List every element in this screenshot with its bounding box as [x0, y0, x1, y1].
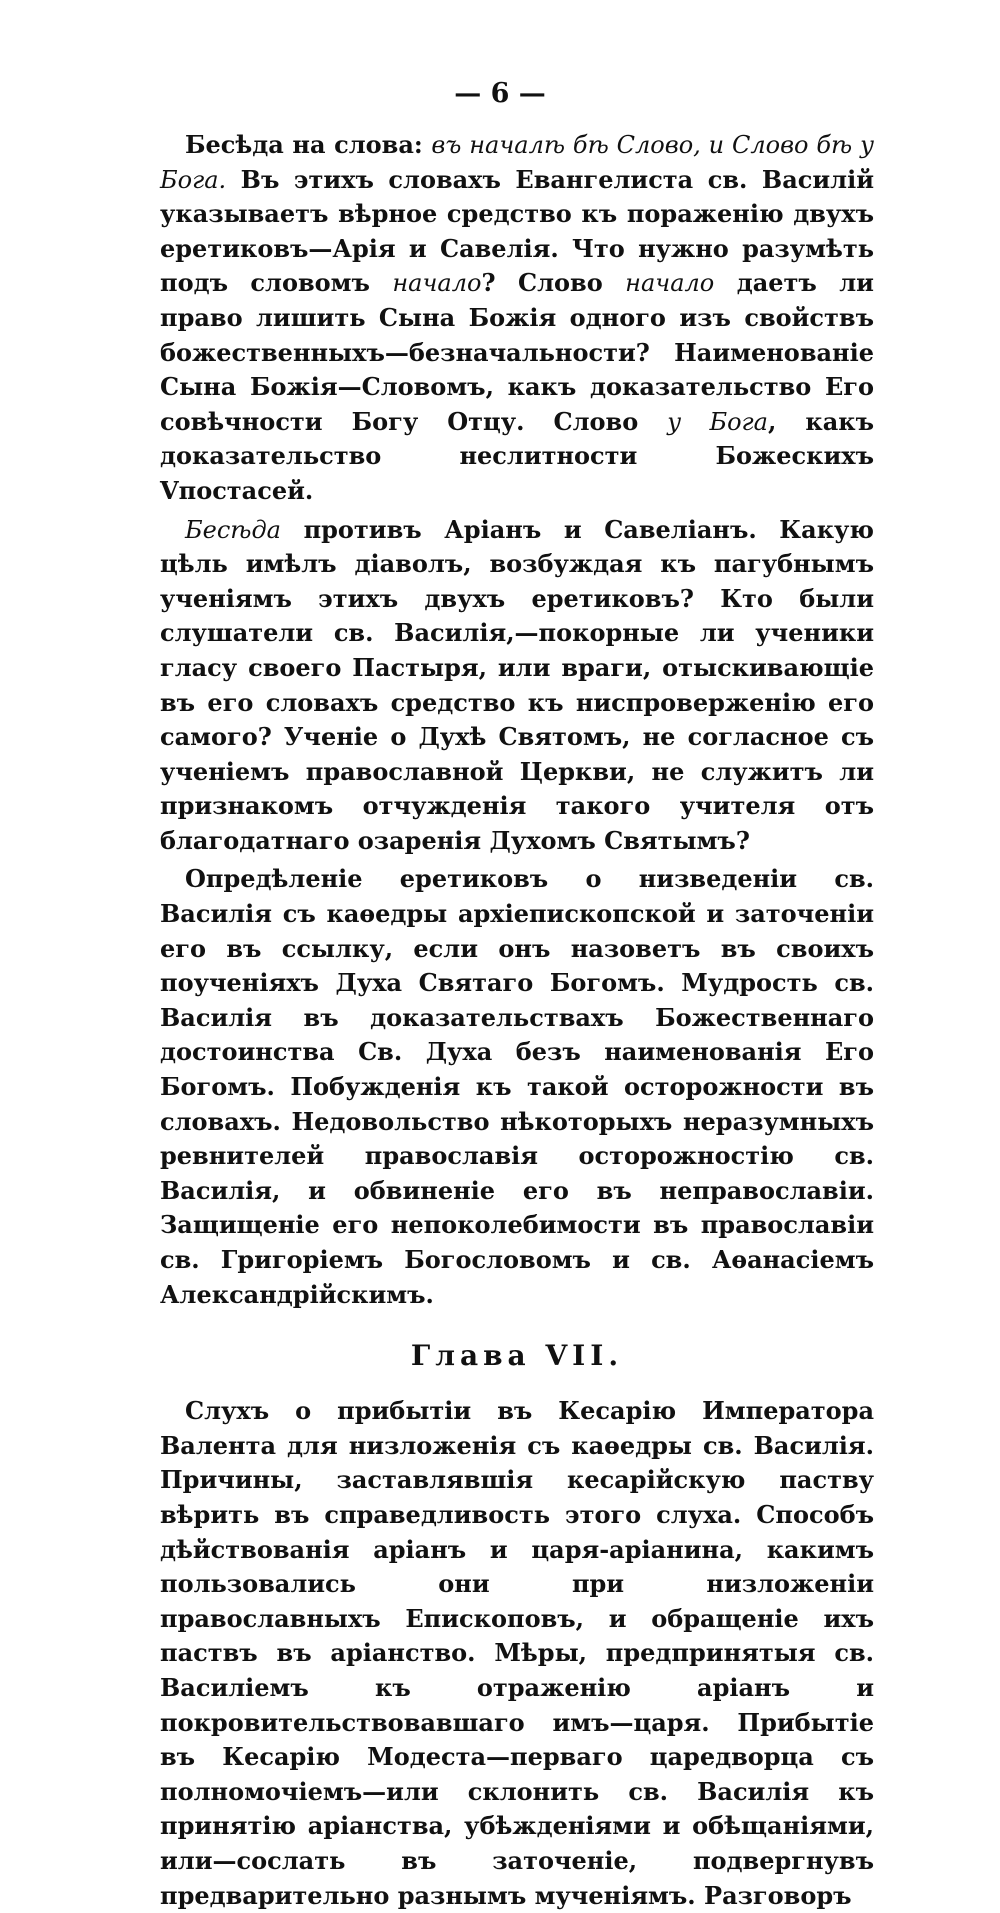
paragraph-sermon-against-arians — [160, 513, 874, 859]
p1-term-1: начало — [392, 269, 482, 298]
paragraph-chapter-vii: Слухъ о прибытіи въ Кесарію Императора Валента для низложенія съ каѳедры св. Василія. Причины, заставлявшія кесарійскую паству вѣрить въ справедливость этого слуха. Способъ дѣйствованія аріанъ и царя-аріанина, какимъ пользовались они при низложеніи православныхъ Епископовъ, и обращеніе ихъ паствъ въ аріанство. Мѣры, предпринятыя св. Василіемъ къ отраженію аріанъ и покровительствовавшаго имъ—царя. Прибытіе въ Кесарію Модеста—перваго царедворца съ полномочіемъ—или склонить св. Василія къ принятію аріанства, убѣжденіями и обѣщаніями, или—сослать въ заточеніе, подвергнувъ предварительно разнымъ мученіямъ. Разговоръ — [160, 1396, 874, 1910]
p1-term-3: у Бога — [667, 407, 768, 436]
p1-e: ? Слово — [481, 268, 626, 298]
p1-c: Въ этихъ словахъ Евангелиста св. Василій указываетъ вѣрное средство къ пораженію двухъ еретиковъ—Арія и Савелія. Что нужно разумѣть подъ словомъ — [160, 164, 874, 298]
p2-lead: Бесѣда — [185, 515, 281, 544]
p1-quote: въ началѣ бѣ Слово, и Слово бѣ у Бога. — [160, 131, 875, 194]
p1-a: Бесѣда на слова: — [185, 130, 432, 159]
paragraph-sermon-beginning — [160, 128, 874, 509]
paragraph-heretics-decision: Опредѣленіе еретиковъ о низведеніи св. Василія съ каѳедры архіепископской и заточеніи его въ ссылку, если онъ назоветъ въ своихъ поученіяхъ Духа Святаго Богомъ. Мудрость св. Василія въ доказательствахъ Божественнаго достоинства Св. Духа безъ наименованія Его Богомъ. Побужденія къ такой осторожности въ словахъ. Недовольство нѣкоторыхъ неразумныхъ ревнителей православія осторожностію св. Василія, и обвиненіе его въ неправославіи. Защищеніе его непоколебимости въ православіи св. Григоріемъ Богословомъ и св. Аѳанасіемъ Александрійскимъ. — [160, 864, 874, 1309]
page-number: — 6 — — [454, 78, 546, 109]
p1-g: даетъ ли право лишить Сына Божія одного изъ свойствъ божественныхъ—безначальности? Наименованіе Сына Божія—Словомъ, какъ доказательство Его совѣчности Богу Отцу. Слово — [160, 268, 874, 436]
p1-i: , какъ доказательство неслитности Божескихъ Vпостасей. — [160, 406, 874, 505]
chapter-heading: Глава VII. — [410, 1339, 624, 1373]
page-text — [160, 128, 874, 1913]
p2-body: противъ Аріанъ и Савеліанъ. Какую цѣль имѣлъ діаволъ, возбуждая къ пагубнымъ ученіямъ этихъ двухъ еретиковъ? Кто были слушатели св. Василія,—покорные ли ученики гласу своего Пастыря, или враги, отыскивающіе въ его словахъ средство къ ниспроверженію его самого? Ученіе о Духѣ Святомъ, не согласное съ ученіемъ православной Церкви, не служитъ ли признакомъ отчужденія такого учителя отъ благодатнаго озаренія Духомъ Святымъ? — [160, 514, 874, 855]
p1-term-2: начало — [625, 269, 715, 298]
